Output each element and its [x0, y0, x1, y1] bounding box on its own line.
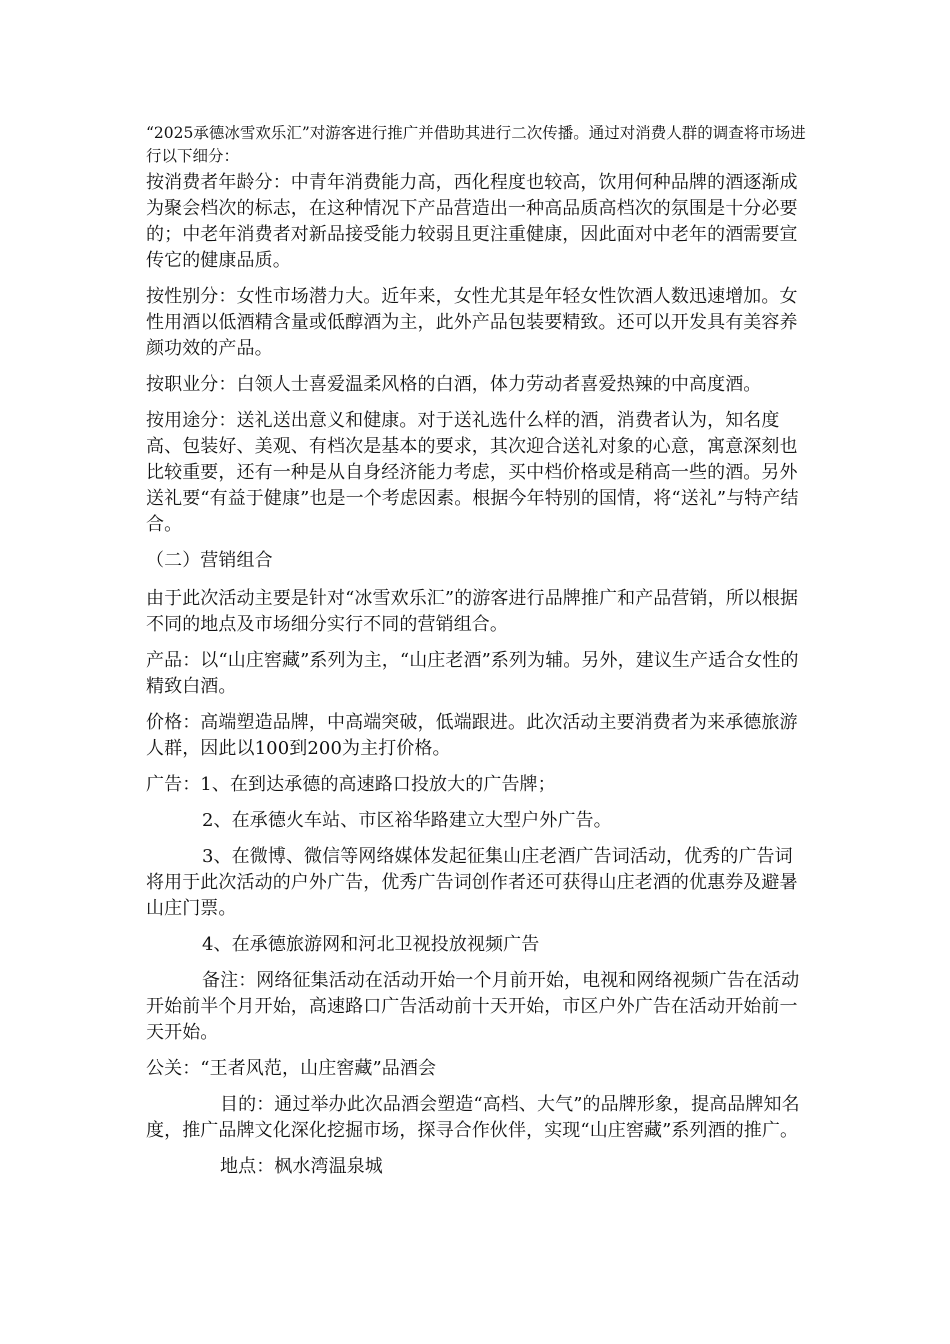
gender-segment-paragraph: 按性别分：女性市场潜力大。近年来，女性尤其是年轻女性饮酒人数迅速增加。女性用酒以低酒精含量或低醇酒为主，此外产品包装要精致。还可以开发具有美容养颜功效的产品。	[146, 286, 798, 359]
location-paragraph: 地点：枫水湾温泉城	[220, 1156, 383, 1177]
age-segment-paragraph: 按消费者年龄分：中青年消费能力高，西化程度也较高，饮用何种品牌的酒逐渐成为聚会档次的标志，在这种情况下产品营造出一种高品质高档次的氛围是十分必要的；中老年消费者对新品接受能力较弱且更注重健康，因此面对中老年的酒需要宣传它的健康品质。	[146, 172, 798, 271]
section-heading: （二）营销组合	[146, 550, 273, 571]
ad-item-3: 3、在微博、微信等网络媒体发起征集山庄老酒广告词活动，优秀的广告词将用于此次活动的户外广告，优秀广告词创作者还可获得山庄老酒的优惠券及避暑山庄门票。	[146, 846, 798, 919]
price-paragraph: 价格：高端塑造品牌，中高端突破，低端跟进。此次活动主要消费者为来承德旅游人群，因此以100到200为主打价格。	[146, 712, 798, 759]
intro-paragraph: “2025承德冰雪欢乐汇”对游客进行推广并借助其进行二次传播。通过对消费人群的调查将市场进行以下细分：	[146, 124, 806, 165]
goal-paragraph: 目的：通过举办此次品酒会塑造“高档、大气”的品牌形象，提高品牌知名度，推广品牌文化深化挖掘市场，探寻合作伙伴，实现“山庄窖藏”系列酒的推广。	[146, 1094, 800, 1141]
usage-segment-paragraph: 按用途分：送礼送出意义和健康。对于送礼选什么样的酒，消费者认为，知名度高、包装好、美观、有档次是基本的要求，其次迎合送礼对象的心意，寓意深刻也比较重要，还有一种是从自身经济能力考虑，买中档价格或是稍高一些的酒。另外送礼要“有益于健康”也是一个考虑因素。根据今年特别的国情，将“送礼”与特产结合。	[146, 410, 799, 535]
job-segment-paragraph: 按职业分：白领人士喜爱温柔风格的白酒，体力劳动者喜爱热辣的中高度酒。	[146, 374, 762, 395]
ad-item-1: 广告：1、在到达承德的高速路口投放大的广告牌；	[146, 774, 556, 795]
document-page	[146, 122, 808, 1190]
note-paragraph: 备注：网络征集活动在活动开始一个月前开始，电视和网络视频广告在活动开始前半个月开始，高速路口广告活动前十天开始，市区户外广告在活动开始前一天开始。	[146, 970, 800, 1043]
product-paragraph: 产品：以“山庄窖藏”系列为主，“山庄老酒”系列为辅。另外，建议生产适合女性的精致白酒。	[146, 650, 799, 697]
ad-item-4: 4、在承德旅游网和河北卫视投放视频广告	[202, 934, 540, 955]
pr-paragraph: 公关：“王者风范，山庄窖藏”品酒会	[146, 1058, 437, 1079]
marketing-mix-intro: 由于此次活动主要是针对“冰雪欢乐汇”的游客进行品牌推广和产品营销，所以根据不同的地点及市场细分实行不同的营销组合。	[146, 588, 799, 635]
ad-item-2: 2、在承德火车站、市区裕华路建立大型户外广告。	[202, 810, 612, 831]
